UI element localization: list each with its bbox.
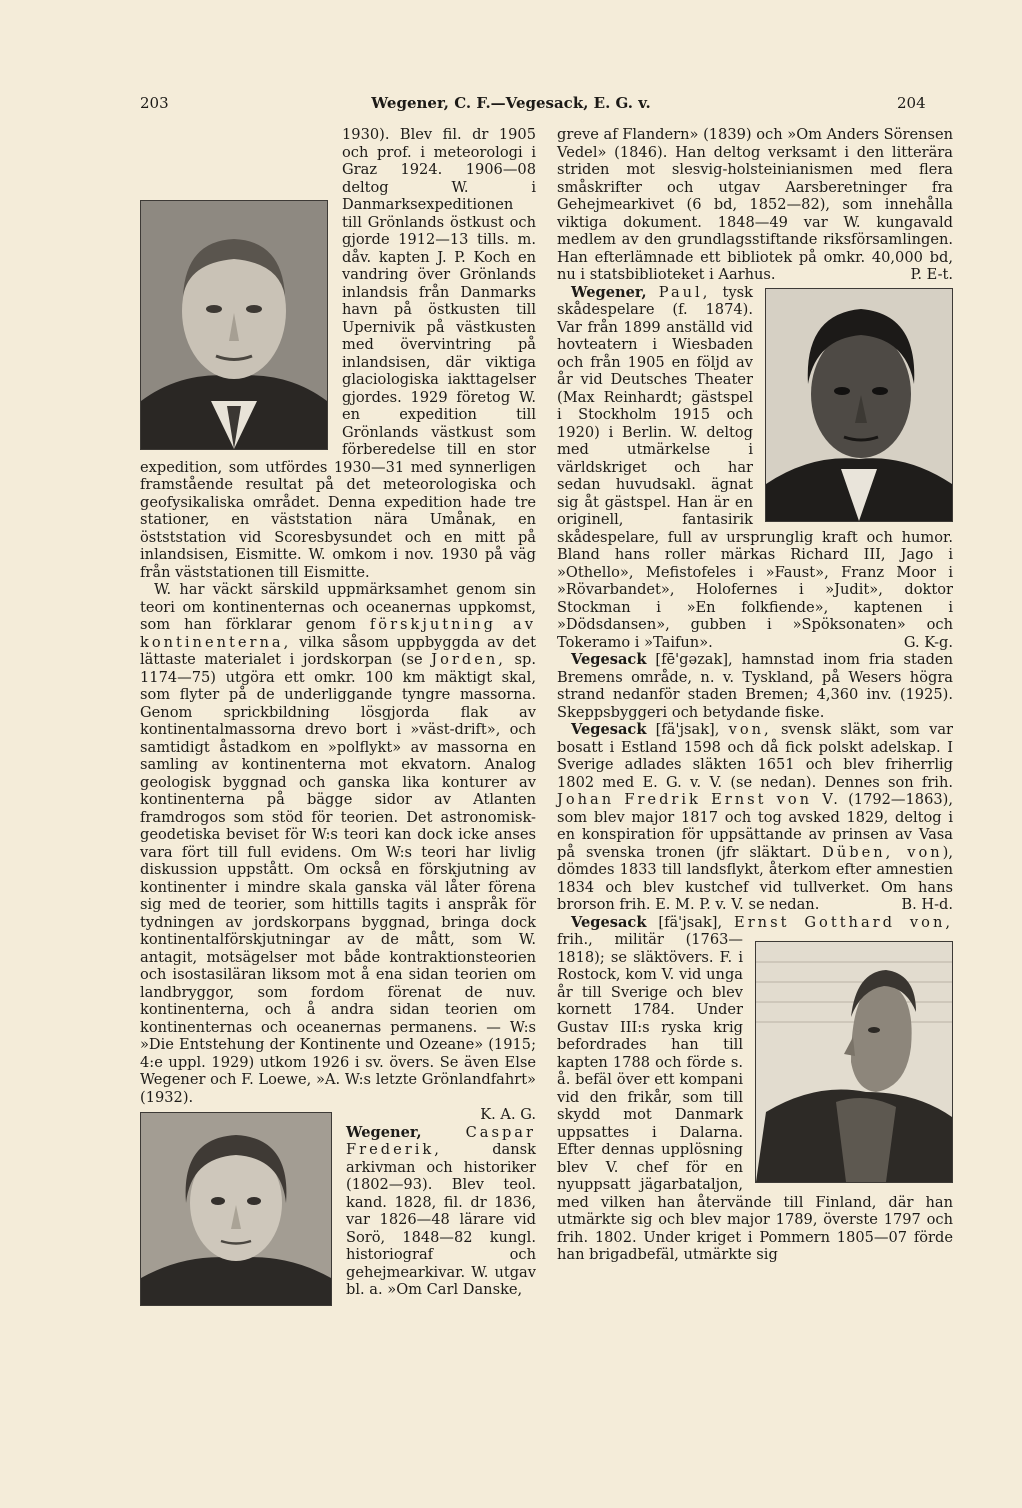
portrait-alfred-wegener — [140, 200, 328, 450]
paragraph-ernst-gotthard — [557, 914, 953, 1264]
drift-spaced-term: förskjutning av kontinenterna, — [140, 616, 536, 651]
entry-name-ernst: Ernst Gotthard von, — [734, 913, 953, 931]
family-text-c: (1792—1863), som blev major 1817 och tog avsked 1829, deltog i en konspiration för uppsättande av prinsen av Vasa på svenska tronen (jfr släktart. — [557, 791, 953, 861]
drift-text-b: vilka såsom uppbyggda av det lättaste materialet i jordskorpan (se — [140, 633, 536, 668]
page-number-right: 204 — [897, 94, 926, 112]
family-text-a: [fä'jsak], — [646, 721, 729, 738]
portrait-image — [141, 1113, 331, 1305]
signature-bhd: B. H-d. — [901, 896, 953, 913]
paragraph-caspar-continued — [557, 126, 953, 284]
entry-name-paul: Paul, — [658, 283, 711, 301]
entry-heading-ernst: Vegesack — [571, 913, 647, 931]
caspar-continued-text: greve af Flandern» (1839) och »Om Anders Sörensen Vedel» (1846). Han deltog verksamt i den litterära striden mot slesvig-holsteinianismen med flera småskrifter och utgav Aarsberetninger fra Gehejmearkivet (6 bd, 1852—82), som innehålla viktiga dokument. 1848—49 var W. kungavald medlem av den grundlagsstiftande riksförsamlingen. Han efterlämnade ett bibliotek på omkr. 40,000 bd, nu i statsbiblioteket i Aarhus. — [557, 126, 953, 283]
paragraph-continental-drift — [140, 581, 536, 1106]
family-von: von, — [728, 721, 772, 738]
portrait-paul-wegener — [765, 288, 953, 522]
paragraph-paul-wegener — [557, 284, 953, 652]
signature-gkg: G. K-g. — [903, 633, 953, 651]
portrait-image — [766, 289, 952, 521]
signature-pet: P. E-t. — [910, 266, 953, 283]
entry-text-paul: tysk skådespelare (f. 1874). Var från 1899 anställd vid hovteatern i Wiesbaden och från 1905 en följd av år vid Deutsches Theater (Max Reinhardt; gästspel i Stockholm 1915 och 1920) i Berlin. W. deltog med utmärkelse i världskriget och har sedan huvudsakl. ägnat sig åt gästspel. Han är en originell, fantasirik skådespelare, full av ursprunglig kraft och humor. Bland hans roller märkas Richard III, Jago i »Othello», Mefistofeles i »Faust», Franz Moor i »Rövarbandet», Holofernes i »Judit», doktor Stockman i »En folkfiende», kaptenen i »Dödsdansen», gubben i »Spöksonaten» och Tokeramo i »Taifun». — [557, 283, 953, 651]
portrait-image — [141, 201, 327, 449]
running-head: Wegener, C. F.—Vegesack, E. G. v. — [371, 94, 651, 112]
ernst-text-a: [fä'jsak], — [646, 913, 735, 931]
portrait-image — [756, 942, 952, 1182]
ernst-text-b: frih., militär (1763—1818); se släktövers. F. i Rostock, kom V. vid unga år till Sverige och blev kornett 1784. Under Gustav III:s ryska krig befordrades han till kapten 1788 och förde s. å. befäl över ett kompani vid den frikår, som till skydd mot Danmark uppsattes i Dalarna. Efter dennas upplösning blev V. chef för en nyuppsatt jägarbataljon, med vilken han återvände till Finland, där han utmärkte sig och blev major 1789, överste 1797 och frih. 1802. Under kriget i Pommern 1805—07 förde han brigadbefäl, utmärkte sig — [557, 931, 953, 1263]
family-name-johan: Johan Fredrik Ernst von V. — [557, 791, 841, 808]
portrait-caspar-wegener — [140, 1112, 332, 1306]
family-text-d: ), dömdes 1833 till landsflykt, återkom efter amnestien 1834 och blev kustchef vid tullverket. Om hans brorson frih. E. M. P. v. V. se nedan. — [557, 843, 953, 913]
signature-kag: K. A. G. — [480, 1106, 536, 1123]
paragraph-wegener-alfred: 1930). Blev fil. dr 1905 och prof. i meteorologi i Graz 1924. 1906—08 deltog W. i Danmarksexpeditionen till Grönlands östkust och gjorde 1912—13 tills. m. dåv. kapten J. P. Koch en vandring över Grönlands inlandsis från Danmarks havn på östkusten till Upernivik på västkusten med övervintring på inlandsisen, där viktiga glaciologiska iakttagelser gjordes. 1929 företog W. en expedition till Grönlands västkust som förberedelse till en stor expedition, som utfördes 1930—31 med synnerligen framstående resultat på det meteorologiska och geofysikaliska området. Denna expedition hade tre stationer, en väststation nära Umånak, en östststation vid Scoresbysundet och en mitt på inlandsisen, Eismitte. W. omkom i nov. 1930 på väg från väststationen till Eismitte. — [140, 126, 536, 581]
entry-heading-wegener: Wegener, — [346, 1123, 422, 1141]
page-header — [0, 94, 1022, 118]
paragraph-vegesack-town — [557, 651, 953, 721]
entry-text-vegesack-town: [fē'gəzak], hamnstad inom fria staden Bremens område, n. v. Tyskland, på Wesers högra strand nedanför staden Bremen; 4,360 inv. (1925). Skeppsbyggeri och betydande fiske. — [557, 651, 953, 721]
drift-text-c: sp. 1174—75) utgöra ett omkr. 100 km mäktigt skal, som flyter på de underliggande tyngre massorna. Genom sprickbildning lösgjorda flak av kontinentalmassorna drevo bort i »väst-drift», och samtidigt åstadkom en »polflykt» av massorna en samling av kontinenterna mot ekvatorn. Analog geologisk byggnad och ganska lika konturer av kontinenterna på bägge sidor av Atlanten framdrogos som stöd för teorien. Det astronomisk-geodetiska beviset för W:s teori kan dock icke anses vara fört till full evidens. Om W:s teori har livlig diskussion uppstått. Om också en förskjutning av kontinenter i mindre skala ganska väl låter förena sig med de teorier, som hittills tagits i anspråk för tydningen av jordskorpans byggnad, bringa dock kontinentalförskjutningar av de mått, som W. antagit, motsägelser mot både kontraktionsteorien och isostasiläran liksom mot å ena sidan teorien om landbryggor, som fordom förenat de nuv. kontinenterna, och å andra sidan teorien om kontinenternas och oceanernas permanens. — W:s »Die Entstehung der Kontinente und Ozeane» (1915; 4:e uppl. 1929) utkom 1926 i sv. övers. Se även Else Wegener och F. Loewe, »A. W:s letzte Grönlandfahrt» (1932). — [140, 651, 536, 1106]
left-column — [140, 126, 536, 1310]
entry-heading-paul: Wegener, — [571, 283, 647, 301]
family-ref-duben: Düben, von — [822, 843, 943, 861]
portrait-ernst-vegesack — [755, 941, 953, 1183]
family-text-b: svensk släkt, som var bosatt i Estland 1598 och då fick polskt adelskap. I Sverige adlades släkten 1651 och blev friherrlig 1802 med E. G. v. V. (se nedan). Dennes son frih. — [557, 721, 953, 791]
page-number-left: 203 — [140, 94, 169, 112]
drift-text-a: W. har väckt särskild uppmärksamhet genom sin teori om kontinenternas och oceanernas uppkomst, som han förklarar genom — [140, 581, 536, 633]
entry-text-caspar: dansk arkivman och historiker (1802—93). Blev teol. kand. 1828, fil. dr 1836, var 1826—48 lärare vid Sorö, 1848—82 kungl. historiograf och gehejmearkivar. W. utgav bl. a. »Om Carl Danske, — [346, 1141, 536, 1298]
paragraph-vegesack-family — [557, 721, 953, 914]
drift-cross-reference: Jorden, — [431, 651, 506, 668]
entry-heading-vegesack-family: Vegesack — [571, 721, 647, 738]
entry-name-caspar: Caspar Frederik, — [346, 1123, 536, 1158]
entry-heading-vegesack-town: Vegesack — [571, 651, 647, 668]
right-column — [557, 126, 953, 1264]
